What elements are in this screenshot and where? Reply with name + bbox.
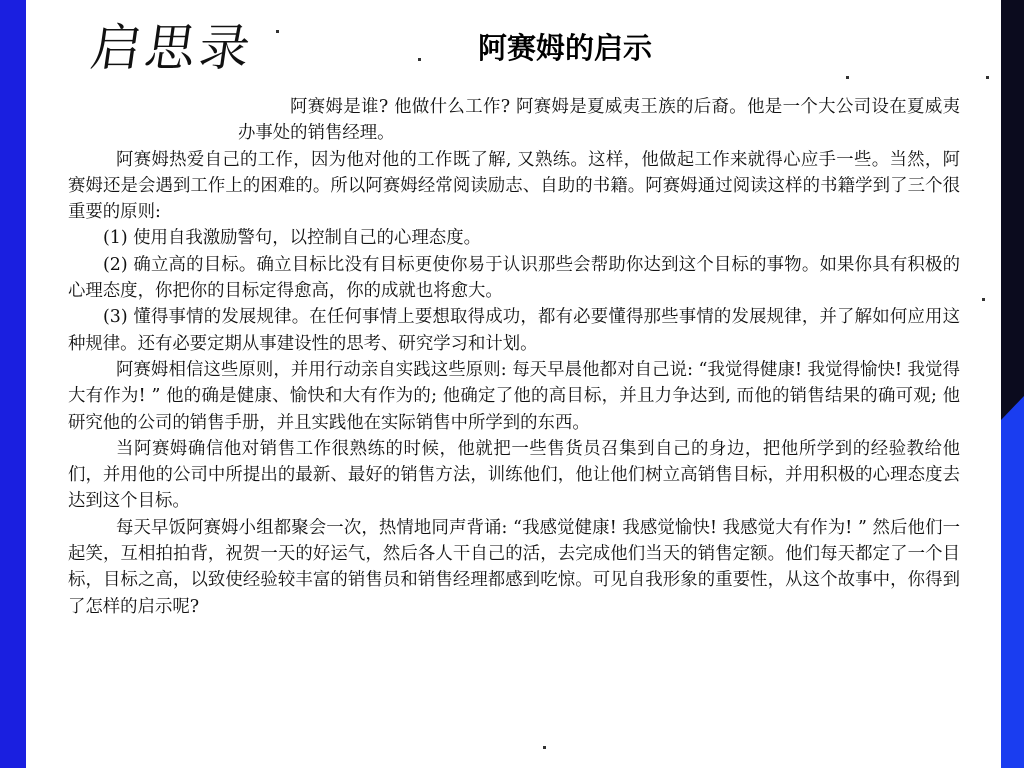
paragraph: 阿赛姆是谁? 他做什么工作? 阿赛姆是夏威夷王族的后裔。他是一个大公司设在夏威夷办事处的销售经理。 [238,97,960,144]
principle-item: (3) 懂得事情的发展规律。在任何事情上要想取得成功，都有必要懂得那些事情的发展规律，并了解如何应用这种规律。还有必要定期从事建设性的思考、研究学习和计划。 [68,307,960,354]
article-body [68,94,960,620]
paragraph: 当阿赛姆确信他对销售工作很熟练的时候，他就把一些售货员召集到自己的身边，把他所学到的经验教给他们，并用他的公司中所提出的最新、最好的销售方法，训练他们，他让他们树立高销售目标，并用积极的心理态度去达到这个目标。 [68,438,960,512]
scan-speck [543,746,546,749]
left-accent-bar [0,0,26,768]
paragraph: 阿赛姆热爱自己的工作，因为他对他的工作既了解, 又熟练。这样，他做起工作来就得心应手一些。当然，阿赛姆还是会遇到工作上的困难的。所以阿赛姆经常阅读励志、自助的书籍。阿赛姆通过阅读这样的书籍学到了三个很重要的原则: [68,149,960,223]
scan-speck [982,298,985,301]
right-blue-wedge [1001,396,1024,420]
page-title: 阿赛姆的启示 [478,31,653,65]
scan-speck [418,58,421,61]
right-blue-bar [1001,420,1024,768]
paragraph: 阿赛姆相信这些原则，并用行动亲自实践这些原则: 每天早晨他都对自己说: “我觉得健康! 我觉得愉快! 我觉得大有作为! ” 他的确是健康、愉快和大有作为的; 他确定了他的高目标，并且力争达到, 而他的销售结果的确可观; 他研究他的公司的销售手册，并且实践他在实际销售中所学到的东西。 [68,359,960,433]
logo-calligraphy: 启思录 [87,19,258,77]
principle-item: (1) 使用自我激励警句，以控制自己的心理态度。 [103,228,481,249]
scan-speck [986,76,989,79]
paragraph: 每天早饭阿赛姆小组都聚会一次，热情地同声背诵: “我感觉健康! 我感觉愉快! 我感觉大有作为! ” 然后他们一起笑，互相拍拍背，祝贺一天的好运气，然后各人干自己的活，去完成他们当天的销售定额。他们每天都定了一个目标，目标之高，以致使经验较丰富的销售员和销售经理都感到吃惊。可见自我形象的重要性，从这个故事中，你得到了怎样的启示呢? [68,517,960,617]
scan-speck [276,30,279,33]
scan-speck [846,76,849,79]
principle-item: (2) 确立高的目标。确立目标比没有目标更使你易于认识那些会帮助你达到这个目标的事物。如果你具有积极的心理态度，你把你的目标定得愈高，你的成就也将愈大。 [68,254,960,302]
